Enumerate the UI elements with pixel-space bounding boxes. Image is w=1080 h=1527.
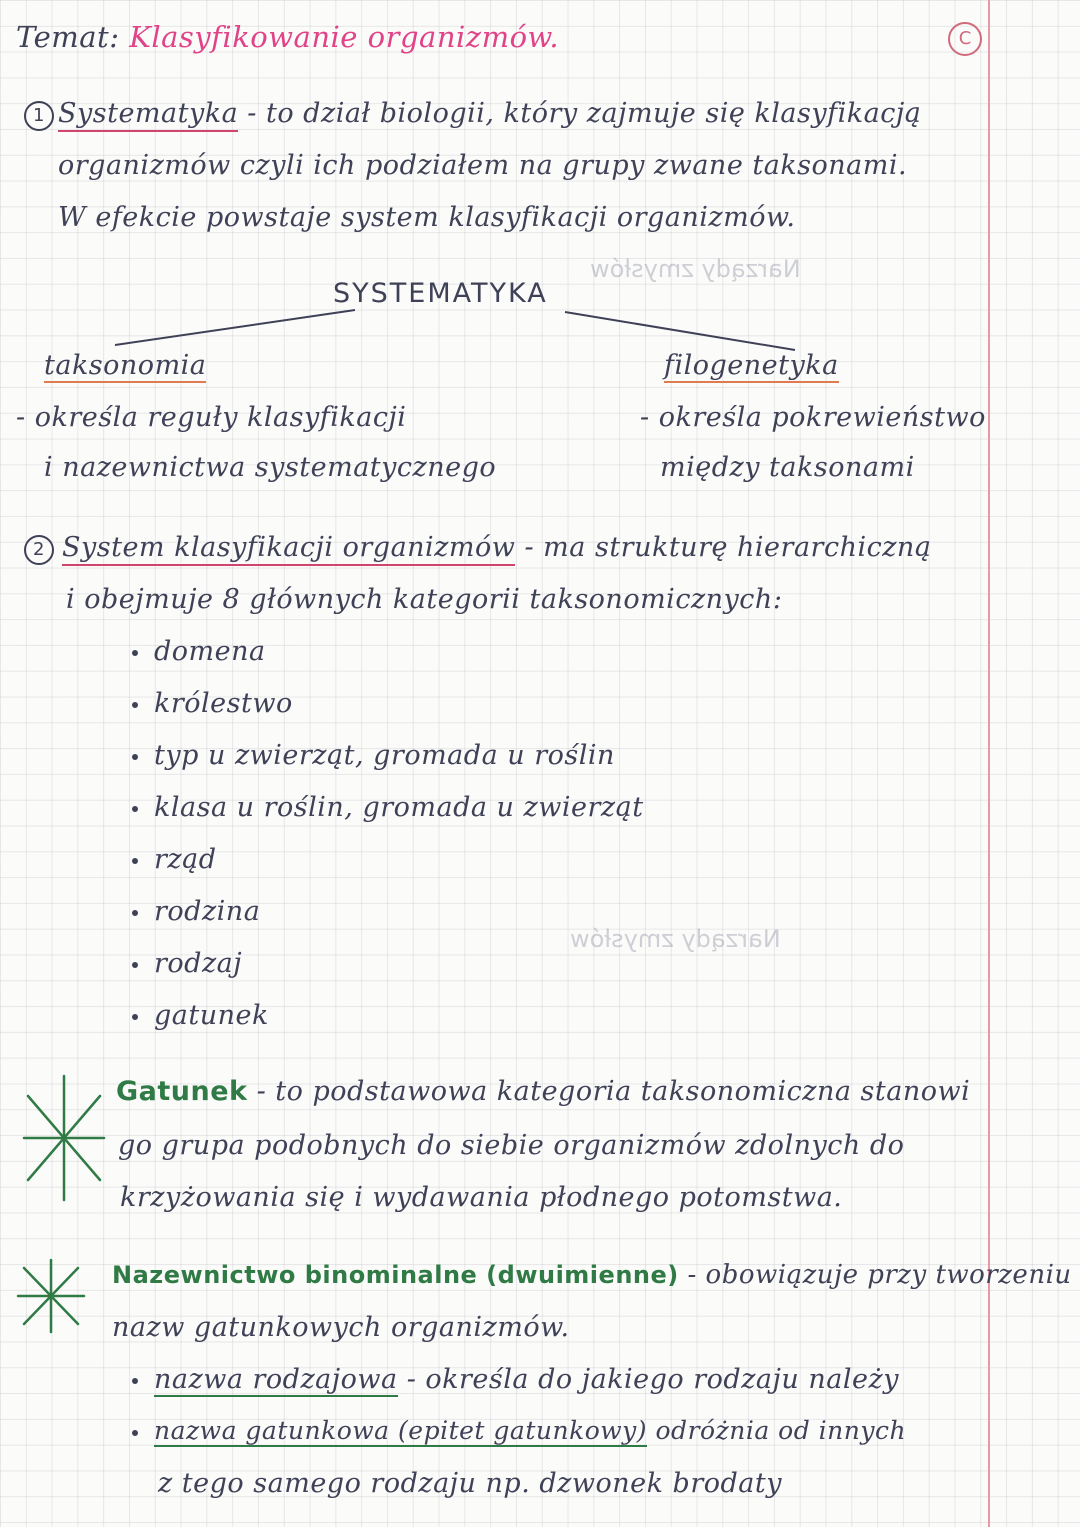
bullet-icon — [132, 806, 138, 812]
bullet-icon — [132, 962, 138, 968]
title-prefix: Temat: — [16, 20, 120, 54]
bleed-through-text: Narządy zmysłów — [590, 255, 801, 283]
diagram-root: SYSTEMATYKA — [333, 278, 548, 309]
section2-text: - ma strukturę hierarchiczną — [515, 532, 932, 563]
rank-item: rodzaj — [132, 948, 242, 979]
section1-line: organizmów czyli ich podziałem na grupy zwane taksonami. — [58, 150, 908, 181]
asterisk-icon — [14, 1256, 88, 1336]
nazewnictwo-text: - obowiązuje przy tworzeniu — [678, 1260, 1072, 1290]
bullet-icon — [132, 858, 138, 864]
rank-item: królestwo — [132, 688, 293, 719]
section2-line: i obejmuje 8 głównych kategorii taksonomicznych: — [66, 584, 783, 615]
bleed-through-text: Narządy zmysłów — [570, 925, 781, 953]
rank-item: domena — [132, 636, 266, 667]
rank-item: gatunek — [132, 1000, 269, 1031]
diagram-right-desc: - określa pokrewieństwo — [640, 402, 986, 433]
bullet-icon — [132, 650, 138, 656]
section1-number: 1 — [24, 101, 54, 131]
gatunek-line: go grupa podobnych do siebie organizmów zdolnych do — [118, 1130, 905, 1161]
section1-term: Systematyka — [58, 98, 238, 132]
diagram-right-desc: między taksonami — [660, 452, 915, 483]
bullet-icon — [132, 1014, 138, 1020]
section2-term: System klasyfikacji organizmów — [62, 532, 515, 566]
page-mark: C — [948, 22, 982, 56]
section1-line: W efekcie powstaje system klasyfikacji organizmów. — [58, 202, 796, 233]
bullet-icon — [132, 910, 138, 916]
nazewnictwo-line — [112, 1260, 1072, 1290]
gatunek-term: Gatunek — [116, 1076, 248, 1107]
bullet-icon — [132, 1430, 138, 1436]
gatunek-text: - to podstawowa kategoria taksonomiczna stanowi — [247, 1076, 971, 1107]
bullet-icon — [132, 702, 138, 708]
diagram-right-title: filogenetyka — [664, 350, 839, 381]
rank-item: klasa u roślin, gromada u zwierząt — [132, 792, 644, 823]
point-term: nazwa rodzajowa — [154, 1364, 398, 1395]
diagram-left-title: taksonomia — [44, 350, 207, 381]
nazewnictwo-example: z tego samego rodzaju np. dzwonek brodaty — [158, 1468, 782, 1499]
bullet-icon — [132, 1378, 138, 1384]
nazewnictwo-point — [132, 1416, 906, 1445]
gatunek-line — [116, 1076, 970, 1107]
rank-item: typ u zwierząt, gromada u roślin — [132, 740, 615, 771]
diagram-left-desc: - określa reguły klasyfikacji — [16, 402, 407, 433]
section1-text: - to dział biologii, który zajmuje się klasyfikacją — [238, 98, 922, 129]
rank-item: rodzina — [132, 896, 260, 927]
title-topic: Klasyfikowanie organizmów. — [129, 20, 560, 54]
point-text: odróżnia od innych — [647, 1416, 907, 1445]
bullet-icon — [132, 754, 138, 760]
nazewnictwo-term: Nazewnictwo binominalne (dwuimienne) — [112, 1261, 679, 1289]
nazewnictwo-point — [132, 1364, 899, 1395]
gatunek-line: krzyżowania się i wydawania płodnego potomstwa. — [120, 1182, 843, 1213]
point-term: nazwa gatunkowa (epitet gatunkowy) — [154, 1416, 648, 1445]
asterisk-icon — [18, 1072, 110, 1204]
point-text: - określa do jakiego rodzaju należy — [397, 1364, 899, 1395]
rank-item: rząd — [132, 844, 217, 875]
nazewnictwo-line: nazw gatunkowych organizmów. — [112, 1312, 570, 1343]
section2-number: 2 — [24, 535, 54, 565]
section2-line — [33, 532, 932, 563]
diagram-left-desc: i nazewnictwa systematycznego — [44, 452, 497, 483]
